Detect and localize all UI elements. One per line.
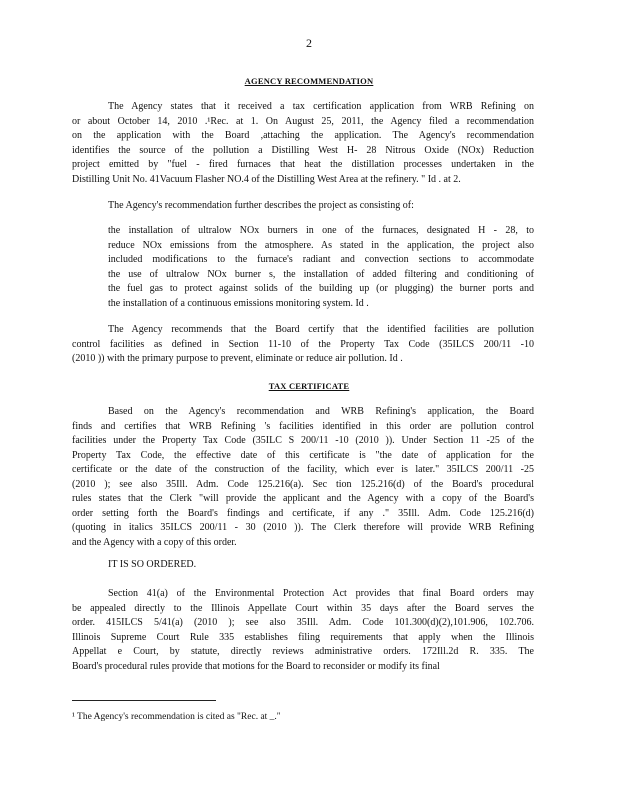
text-line: Based on the Agency's recommendation and WRB Refining's application, the Board [108, 406, 534, 417]
block-quote-project [108, 224, 534, 311]
text-line: (quoting in italics 35ILCS 200/11 - 30 (2010 )). The Clerk therefore will provide WRB Refining [72, 522, 534, 533]
text-line: identifies the source of the pollution a Distilling West H- 28 Nitrous Oxide (NOx) Reduction [72, 144, 534, 156]
text-line: (2010 )) with the primary purpose to prevent, eliminate or reduce air pollution. Id . [72, 353, 403, 364]
text-line: certificate or the date of the construction of the facility, which ever is later." 35ILCS 200/11 -25 [72, 464, 534, 475]
text-line: order. 415ILCS 5/41(a) (2010 ); see also 35Ill. Adm. Code 101.300(d)(2),101.906, 102.706. [72, 617, 534, 628]
text-line: project emitted by "fuel - fired furnaces that heat the distillation processes undertaken in the [72, 159, 534, 170]
text-line: Board's procedural rules provide that motions for the Board to reconsider or modify its final [72, 660, 440, 672]
paragraph-board-finds [72, 405, 534, 550]
heading-agency-recommendation: AGENCY RECOMMENDATION [244, 76, 374, 86]
footnote-rule [72, 700, 216, 701]
paragraph-agency-states [72, 100, 534, 187]
text-line: order setting forth the Board's findings and certificate, if any ." 35Ill. Adm. Code 125.216(d) [72, 507, 534, 519]
text-line: reduce NOx emissions from the atmosphere. As stated in the application, the project also [108, 239, 534, 251]
text-line: The Agency recommends that the Board certify that the identified facilities are pollution [108, 324, 534, 335]
text-line: the fuel gas to protect against solids of the building up (or plugging) the burner ports and [108, 283, 534, 294]
heading-tax-certificate: TAX CERTIFICATE [268, 381, 350, 391]
text-line: included modifications to the furnace's radiant and convection sections to accommodate [108, 254, 534, 265]
text-line: IT IS SO ORDERED. [108, 559, 197, 570]
text-line: (2010 ); see also 35Ill. Adm. Code 125.216(a). Sec tion 125.216(d) of the Board's procedural [72, 478, 534, 490]
text-line: be appealed directly to the Illinois Appellate Court within 35 days after the Board serves the [72, 602, 534, 614]
text-line: rules states that the Clerk "will provide the applicant and the Agency with a copy of the Board's [72, 493, 534, 504]
text-line: The Agency's recommendation further describes the project as consisting of: [108, 200, 414, 211]
paragraph-appeal-rights [72, 587, 534, 674]
text-line: and the Agency with a copy of this order. [72, 536, 237, 548]
text-line: Illinois Supreme Court Rule 335 establishes filing requirements that apply when the Illinois [72, 631, 534, 643]
paragraph-further-describes [72, 199, 534, 214]
text-line: Appellat e Court, by statute, directly reviews administrative orders. 172Ill.2d R. 335. The [72, 646, 534, 657]
text-line: finds and certifies that WRB Refining 's facilities identified in this order are pollution control [72, 420, 534, 432]
paragraph-agency-recommends [72, 323, 534, 367]
text-line: the installation of a continuous emissions monitoring system. Id . [108, 297, 369, 309]
text-line: The Agency states that it received a tax certification application from WRB Refining on [108, 101, 534, 112]
page-number: 2 [306, 36, 312, 50]
footnote: ¹ The Agency's recommendation is cited as "Rec. at _." [72, 712, 281, 722]
text-line: Property Tax Code, the effective date of this certificate is "the date of application for the [72, 449, 534, 461]
text-line: the use of ultralow NOx burner s, the installation of added filtering and conditioning of [108, 268, 534, 280]
text-line: facilities under the Property Tax Code (35ILC S 200/11 -10 (2010 )). Under Section 11 -25 of the [72, 435, 534, 446]
text-line: Section 41(a) of the Environmental Protection Act provides that final Board orders may [108, 588, 534, 599]
text-line: the installation of ultralow NOx burners in one of the furnaces, designated H - 28, to [108, 225, 534, 236]
text-line: Distilling Unit No. 41Vacuum Flasher NO.4 of the Distilling West Area at the refinery. " Id . at 2. [72, 173, 461, 185]
paragraph-so-ordered [72, 558, 534, 573]
text-line: control facilities as defined in Section 11-10 of the Property Tax Code (35ILCS 200/11 -10 [72, 338, 534, 350]
text-line: on the application with the Board ,attaching the application. The Agency's recommendation [72, 130, 534, 141]
text-line: or about October 14, 2010 .¹Rec. at 1. On August 25, 2011, the Agency filed a recommendation [72, 115, 534, 127]
